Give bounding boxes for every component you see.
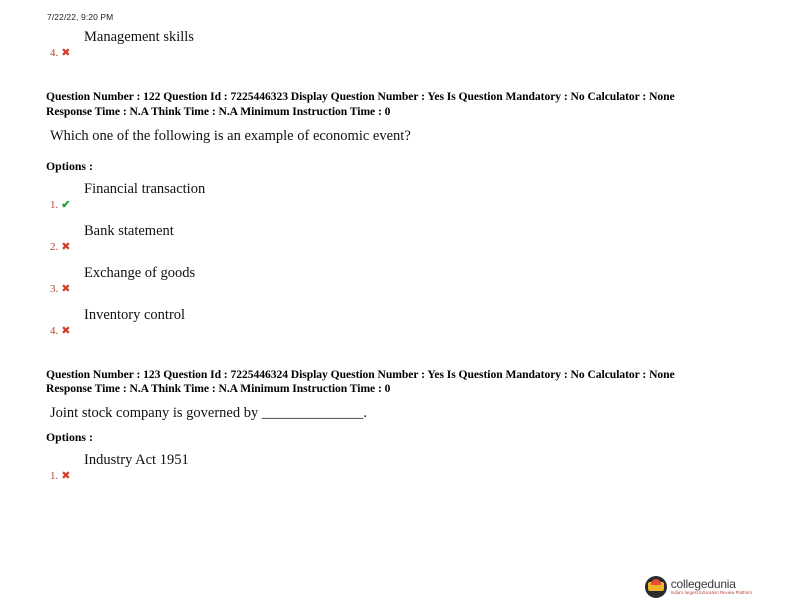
option-item[interactable] — [46, 182, 746, 216]
wrong-icon: ✖ — [61, 324, 71, 337]
option-text: Exchange of goods — [84, 264, 196, 281]
option-marker — [50, 198, 70, 211]
option-text: Management skills — [84, 29, 194, 45]
options-label: Options : — [46, 430, 93, 445]
watermark-name: collegedunia — [670, 577, 736, 592]
option-text: Industry Act 1951 — [84, 452, 189, 469]
option-number: 3. — [50, 282, 59, 295]
watermark-tagline: India's largest Education Review Platform — [670, 590, 752, 596]
option-item[interactable] — [46, 308, 746, 342]
graduation-cap-icon — [645, 576, 667, 598]
option-number: 2. — [50, 240, 59, 253]
option-number: 4. — [50, 324, 59, 337]
collegedunia-watermark — [645, 576, 752, 598]
option-item[interactable] — [46, 224, 746, 258]
option-text: Bank statement — [84, 222, 174, 239]
option-marker — [50, 46, 70, 59]
question-text: Which one of the following is an example of economic event? — [50, 127, 411, 144]
option-item[interactable] — [46, 30, 746, 64]
option-item[interactable] — [46, 266, 746, 300]
question-text: Joint stock company is governed by ______________. — [50, 405, 367, 422]
wrong-icon: ✖ — [61, 240, 71, 253]
option-marker — [50, 469, 70, 482]
option-number: 1. — [50, 470, 59, 483]
question-meta-line-1: Question Number : 123 Question Id : 7225446324 Display Question Number : Yes Is Question Mandatory : No Calculator : None — [46, 367, 675, 381]
question-meta-line-2: Response Time : N.A Think Time : N.A Minimum Instruction Time : 0 — [46, 104, 391, 118]
option-marker — [50, 324, 70, 337]
option-item[interactable] — [46, 453, 746, 487]
wrong-icon: ✖ — [61, 470, 71, 483]
question-meta-line-1: Question Number : 122 Question Id : 7225446323 Display Question Number : Yes Is Question Mandatory : No Calculator : None — [46, 90, 675, 103]
option-text: Inventory control — [84, 306, 186, 323]
page-timestamp: 7/22/22, 9:20 PM — [47, 12, 114, 22]
watermark-text — [671, 578, 752, 595]
wrong-icon: ✖ — [61, 282, 71, 295]
correct-icon: ✔ — [61, 198, 71, 211]
option-number: 4. — [50, 46, 59, 59]
question-meta-line-2: Response Time : N.A Think Time : N.A Minimum Instruction Time : 0 — [46, 382, 391, 396]
partial-question-top — [46, 30, 746, 64]
option-number: 1. — [50, 198, 59, 211]
question-block-123 — [46, 368, 746, 488]
option-marker — [50, 282, 70, 295]
option-marker — [50, 240, 70, 253]
wrong-icon: ✖ — [61, 46, 71, 59]
option-text: Financial transaction — [84, 180, 206, 197]
options-label: Options : — [46, 158, 93, 173]
question-block-122 — [46, 90, 746, 342]
